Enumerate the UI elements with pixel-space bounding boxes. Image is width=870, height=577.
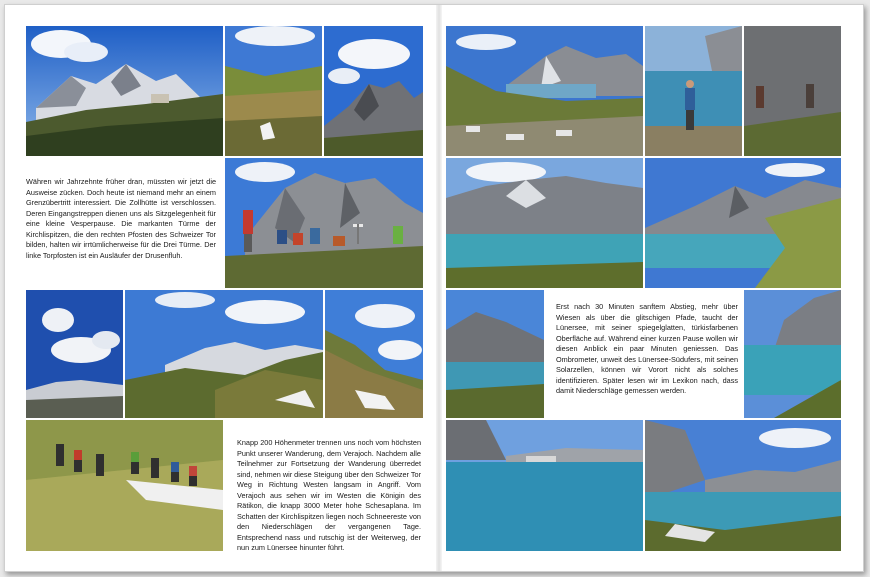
photo-group-rest bbox=[225, 158, 423, 288]
book-spine bbox=[436, 5, 442, 571]
photo-lake-shoreline bbox=[744, 290, 841, 418]
photo-ridge-snowfield bbox=[325, 290, 423, 418]
photo-lake-rocky-shore bbox=[645, 420, 841, 551]
story-text-border: Währen wir Jahrzehnte früher dran, müssten wir jetzt die Ausweise zücken. Doch heute ist niemand mehr an einem Grenzübertritt interessiert. Die Zollhütte ist verschlossen. Deren Eingangstreppen dienen uns als Sitzgelegenheit für eine kleine Vesperpause. Die markanten Türme der Kirchlispitzen, die den rechten Pfosten des Schweizer Tor bilden, halten wir irrtümlicherweise für die Drei Türme. Der linke Torpfosten ist ein Ausläufer der Drusenfluh. bbox=[26, 177, 216, 260]
photo-luenersee-peaks bbox=[645, 158, 841, 288]
story-text-verajoch: Knapp 200 Höhenmeter trennen uns noch vom höchsten Punkt unserer Wanderung, dem Verajoch. Nachdem alle Teilnehmer zur Fortsetzung der Wanderung überredet sind, nehmen wir diese Steigung über den Schweizer Tor Weg in Richtung Westen langsam in Angriff. Vom Verajoch aus sehen wir im Westen die Königin des Rätikon, die knapp 3000 Meter hohe Schesaplana. Im Schatten der Kirchlispitzen liegen noch Schneereste von den Niederschlägen der vergangenen Tage. Entsprechend nass und rutschig ist der Weiterweg, der nun zum Lünersee hinunter führt. bbox=[237, 438, 422, 552]
photo-hikers-slope bbox=[26, 420, 223, 551]
photo-snowy-peak-hut bbox=[26, 26, 223, 156]
photo-luenersee-wide bbox=[446, 158, 643, 288]
photo-rock-lake-small bbox=[446, 290, 544, 418]
photo-cliff-hikers bbox=[744, 26, 841, 156]
photo-lake-valley-view bbox=[446, 26, 643, 156]
photo-meadow-rock bbox=[225, 26, 322, 156]
photo-luenersee-dam bbox=[446, 420, 643, 551]
photo-hiker-lakeshore bbox=[645, 26, 742, 156]
photo-valley-panorama bbox=[125, 290, 323, 418]
photo-rock-towers bbox=[324, 26, 423, 156]
photo-clouds-sky bbox=[26, 290, 123, 418]
photo-book-spread bbox=[4, 4, 864, 572]
story-text-luenersee: Erst nach 30 Minuten sanftem Abstieg, mehr über Wiesen als über die glitschigen Pfade, taucht der Lünersee, mit seiner spiegelglatten, türkisfarbenen Oberfläche auf. Während einer kurzen Pause wollen wir diesen Anblick ein paar Minuten geniessen. Das Ombrometer, unweit des Lünersee-Südufers, mit seinen Solarzellen, können wir Vorort nicht als solches identifizieren. Später lesen wir im Lexikon nach, dass damit Niederschläge gemessen werden. bbox=[556, 302, 738, 395]
